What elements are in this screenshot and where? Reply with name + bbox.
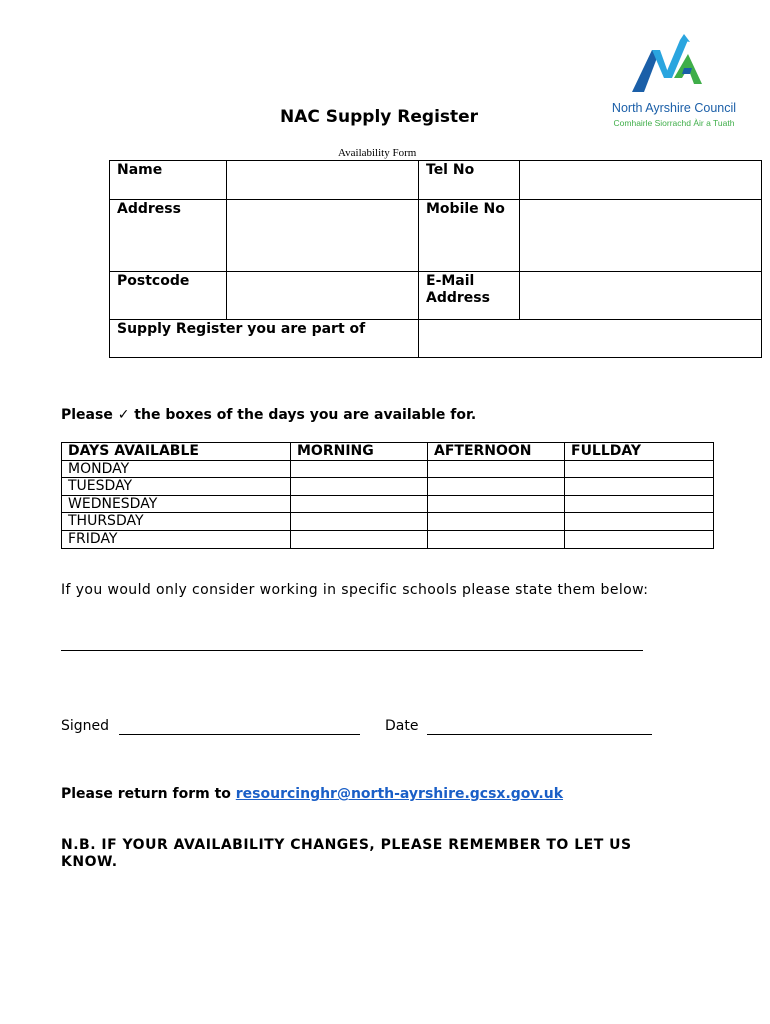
tel-field[interactable] bbox=[520, 161, 762, 200]
schools-entry-line[interactable] bbox=[61, 650, 643, 651]
table-row bbox=[62, 478, 714, 496]
details-table bbox=[109, 160, 762, 358]
header-afternoon: AFTERNOON bbox=[428, 443, 565, 461]
signed-label: Signed bbox=[61, 718, 110, 734]
header-morning: MORNING bbox=[291, 443, 428, 461]
council-gaelic-name: Comhairle Siorrachd Àir a Tuath bbox=[613, 118, 735, 128]
header-days-available: DAYS AVAILABLE bbox=[62, 443, 291, 461]
thursday-afternoon-box[interactable] bbox=[428, 513, 565, 531]
supply-register-label: Supply Register you are part of bbox=[110, 320, 419, 358]
email-label: E-Mail Address bbox=[419, 272, 520, 320]
form-subtitle: Availability Form bbox=[338, 147, 417, 159]
wednesday-fullday-box[interactable] bbox=[565, 495, 714, 513]
mobile-field[interactable] bbox=[520, 200, 762, 272]
return-email-link[interactable]: resourcinghr@north-ayrshire.gcsx.gov.uk bbox=[235, 786, 564, 802]
table-row bbox=[62, 513, 714, 531]
table-row bbox=[62, 495, 714, 513]
thursday-fullday-box[interactable] bbox=[565, 513, 714, 531]
day-label: MONDAY bbox=[62, 460, 291, 478]
day-label: THURSDAY bbox=[62, 513, 291, 531]
header-fullday: FULLDAY bbox=[565, 443, 714, 461]
availability-table bbox=[61, 442, 714, 549]
day-label: TUESDAY bbox=[62, 478, 291, 496]
thursday-morning-box[interactable] bbox=[291, 513, 428, 531]
table-row bbox=[62, 460, 714, 478]
name-field[interactable] bbox=[227, 161, 419, 200]
signature-line[interactable] bbox=[119, 734, 360, 735]
council-name: North Ayrshire Council bbox=[611, 101, 737, 115]
date-line[interactable] bbox=[427, 734, 652, 735]
page-title: NAC Supply Register bbox=[280, 107, 479, 127]
monday-morning-box[interactable] bbox=[291, 460, 428, 478]
name-label: Name bbox=[110, 161, 227, 200]
council-logo-mark-icon bbox=[630, 32, 718, 94]
friday-fullday-box[interactable] bbox=[565, 530, 714, 548]
availability-change-note: N.B. IF YOUR AVAILABILITY CHANGES, PLEASE REMEMBER TO LET US KNOW. bbox=[61, 837, 632, 870]
email-field[interactable] bbox=[520, 272, 762, 320]
tuesday-fullday-box[interactable] bbox=[565, 478, 714, 496]
wednesday-afternoon-box[interactable] bbox=[428, 495, 565, 513]
availability-instruction: Please ✓ the boxes of the days you are available for. bbox=[61, 407, 477, 423]
tuesday-afternoon-box[interactable] bbox=[428, 478, 565, 496]
monday-fullday-box[interactable] bbox=[565, 460, 714, 478]
tel-label: Tel No bbox=[419, 161, 520, 200]
day-label: WEDNESDAY bbox=[62, 495, 291, 513]
address-label: Address bbox=[110, 200, 227, 272]
friday-afternoon-box[interactable] bbox=[428, 530, 565, 548]
friday-morning-box[interactable] bbox=[291, 530, 428, 548]
schools-instruction: If you would only consider working in specific schools please state them below: bbox=[61, 582, 649, 598]
monday-afternoon-box[interactable] bbox=[428, 460, 565, 478]
date-label: Date bbox=[385, 718, 419, 734]
address-field[interactable] bbox=[227, 200, 419, 272]
postcode-label: Postcode bbox=[110, 272, 227, 320]
tuesday-morning-box[interactable] bbox=[291, 478, 428, 496]
table-row bbox=[62, 530, 714, 548]
return-prefix: Please return form to bbox=[61, 786, 231, 802]
postcode-field[interactable] bbox=[227, 272, 419, 320]
day-label: FRIDAY bbox=[62, 530, 291, 548]
mobile-label: Mobile No bbox=[419, 200, 520, 272]
return-instruction bbox=[61, 786, 563, 802]
council-logo bbox=[604, 32, 744, 132]
wednesday-morning-box[interactable] bbox=[291, 495, 428, 513]
supply-register-field[interactable] bbox=[419, 320, 762, 358]
